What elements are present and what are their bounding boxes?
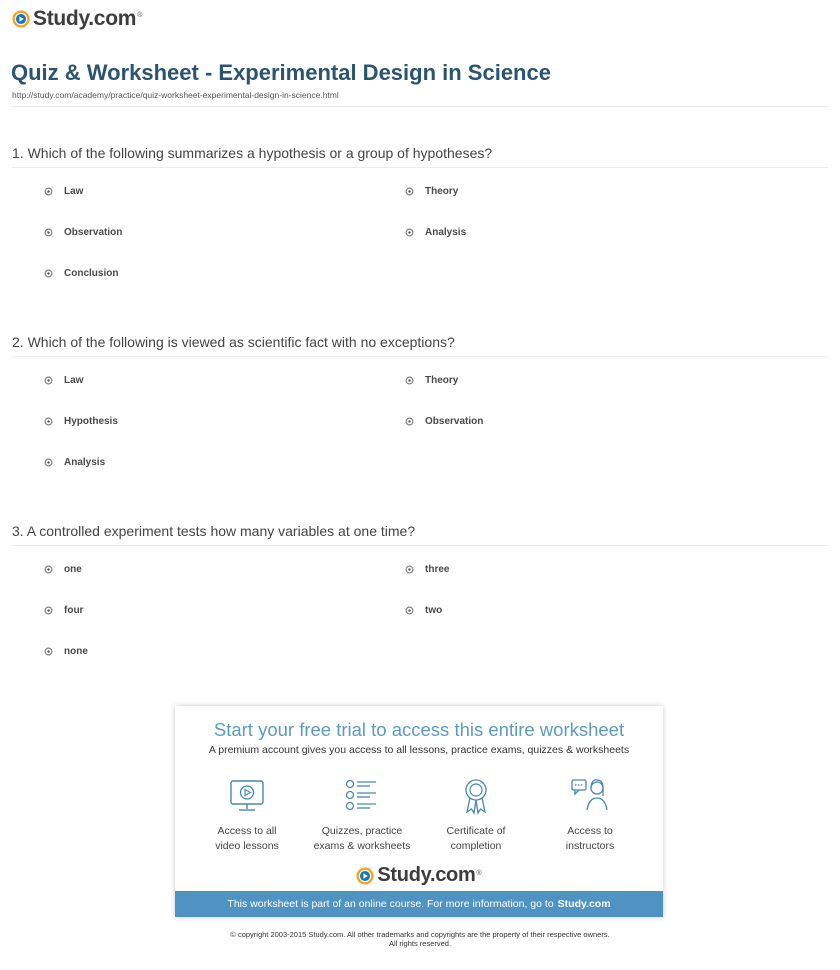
answer-label: Conclusion [64, 267, 119, 279]
radio-button-icon[interactable] [44, 606, 53, 615]
feature-label [535, 824, 645, 854]
studycom-link[interactable]: Study.com [557, 898, 611, 910]
feature-certificate [421, 776, 531, 854]
answer-label: four [64, 604, 84, 616]
answer-option[interactable] [44, 373, 83, 387]
feature-label-line: Access to all [217, 825, 277, 837]
feature-label [421, 824, 531, 854]
radio-button-icon[interactable] [44, 376, 53, 385]
answer-option[interactable] [405, 414, 483, 428]
radio-button-icon[interactable] [44, 417, 53, 426]
answer-label: Law [64, 185, 84, 197]
answer-label: Observation [425, 415, 484, 427]
radio-button-icon[interactable] [405, 606, 414, 615]
feature-video-lessons [192, 776, 302, 854]
feature-label-line: video lessons [215, 840, 279, 852]
play-circle-logo-icon [356, 867, 374, 885]
instructor-icon [570, 776, 610, 816]
answer-option[interactable] [44, 184, 83, 198]
video-lessons-icon [227, 776, 267, 816]
answer-option[interactable] [405, 184, 458, 198]
divider [12, 106, 828, 107]
answer-option[interactable] [44, 603, 83, 617]
radio-button-icon[interactable] [405, 565, 414, 574]
copyright-text: © copyright 2003-2015 Study.com. All other trademarks and copyrights are the property of their respective owners. [230, 930, 610, 939]
answer-label: Observation [64, 226, 123, 238]
radio-button-icon[interactable] [405, 228, 414, 237]
registered-mark: ® [476, 870, 482, 877]
radio-button-icon[interactable] [44, 647, 53, 656]
answer-option[interactable] [405, 562, 449, 576]
radio-button-icon[interactable] [405, 417, 414, 426]
logo-wordmark: Study.com [377, 864, 476, 886]
rights-text: All rights reserved. [388, 939, 452, 948]
promo-studycom-logo[interactable] [175, 864, 663, 887]
answer-option[interactable] [405, 603, 442, 617]
certificate-icon [456, 776, 496, 816]
radio-button-icon[interactable] [44, 458, 53, 467]
quiz-list-icon [342, 776, 382, 816]
question-prompt: 2. Which of the following is viewed as scientific fact with no exceptions? [12, 334, 455, 350]
question-prompt: 3. A controlled experiment tests how many variables at one time? [12, 523, 416, 539]
answer-option[interactable] [405, 225, 466, 239]
free-trial-promo [175, 706, 663, 917]
answer-label: Theory [425, 185, 459, 197]
feature-label [307, 824, 417, 854]
course-info-bar [175, 891, 663, 917]
radio-button-icon[interactable] [44, 228, 53, 237]
radio-button-icon[interactable] [405, 376, 414, 385]
answer-label: Hypothesis [64, 415, 118, 427]
answer-label: two [425, 604, 443, 616]
divider [12, 167, 828, 168]
feature-instructors [535, 776, 645, 854]
answer-label: none [64, 645, 88, 657]
answer-option[interactable] [44, 266, 118, 280]
answer-label: Law [64, 374, 84, 386]
answer-option[interactable] [44, 644, 88, 658]
answer-option[interactable] [44, 455, 105, 469]
radio-button-icon[interactable] [44, 187, 53, 196]
copyright-footer [0, 930, 840, 948]
radio-button-icon[interactable] [44, 565, 53, 574]
promo-subtitle: A premium account gives you access to all lessons, practice exams, quizzes & worksheets [208, 744, 630, 756]
feature-label-line: Quizzes, practice [321, 825, 403, 837]
feature-quizzes [307, 776, 417, 854]
question-prompt: 1. Which of the following summarizes a hypothesis or a group of hypotheses? [12, 145, 493, 161]
feature-label-line: completion [450, 840, 502, 852]
radio-button-icon[interactable] [405, 187, 414, 196]
answer-label: Analysis [64, 456, 106, 468]
answer-label: one [64, 563, 82, 575]
feature-label-line: exams & worksheets [313, 840, 411, 852]
course-info-text: This worksheet is part of an online course. For more information, go to [227, 898, 554, 910]
answer-label: Theory [425, 374, 459, 386]
answer-option[interactable] [44, 414, 118, 428]
divider [12, 545, 828, 546]
answer-option[interactable] [405, 373, 458, 387]
feature-label-line: Certificate of [446, 825, 506, 837]
answer-option[interactable] [44, 225, 122, 239]
feature-label-line: Access to [567, 825, 613, 837]
answer-option[interactable] [44, 562, 82, 576]
page-title: Quiz & Worksheet - Experimental Design in Science [11, 60, 551, 85]
divider [12, 356, 828, 357]
feature-label [192, 824, 302, 854]
registered-mark: ® [137, 12, 143, 19]
logo-wordmark: Study.com [33, 7, 137, 30]
answer-label: Analysis [425, 226, 467, 238]
answer-label: three [425, 563, 450, 575]
feature-label-line: instructors [565, 840, 615, 852]
play-circle-logo-icon [12, 10, 30, 28]
studycom-logo[interactable] [12, 6, 142, 32]
page-url: http://study.com/academy/practice/quiz-worksheet-experimental-design-in-science.html [12, 90, 339, 100]
promo-title[interactable]: Start your free trial to access this entire worksheet [213, 719, 625, 740]
radio-button-icon[interactable] [44, 269, 53, 278]
